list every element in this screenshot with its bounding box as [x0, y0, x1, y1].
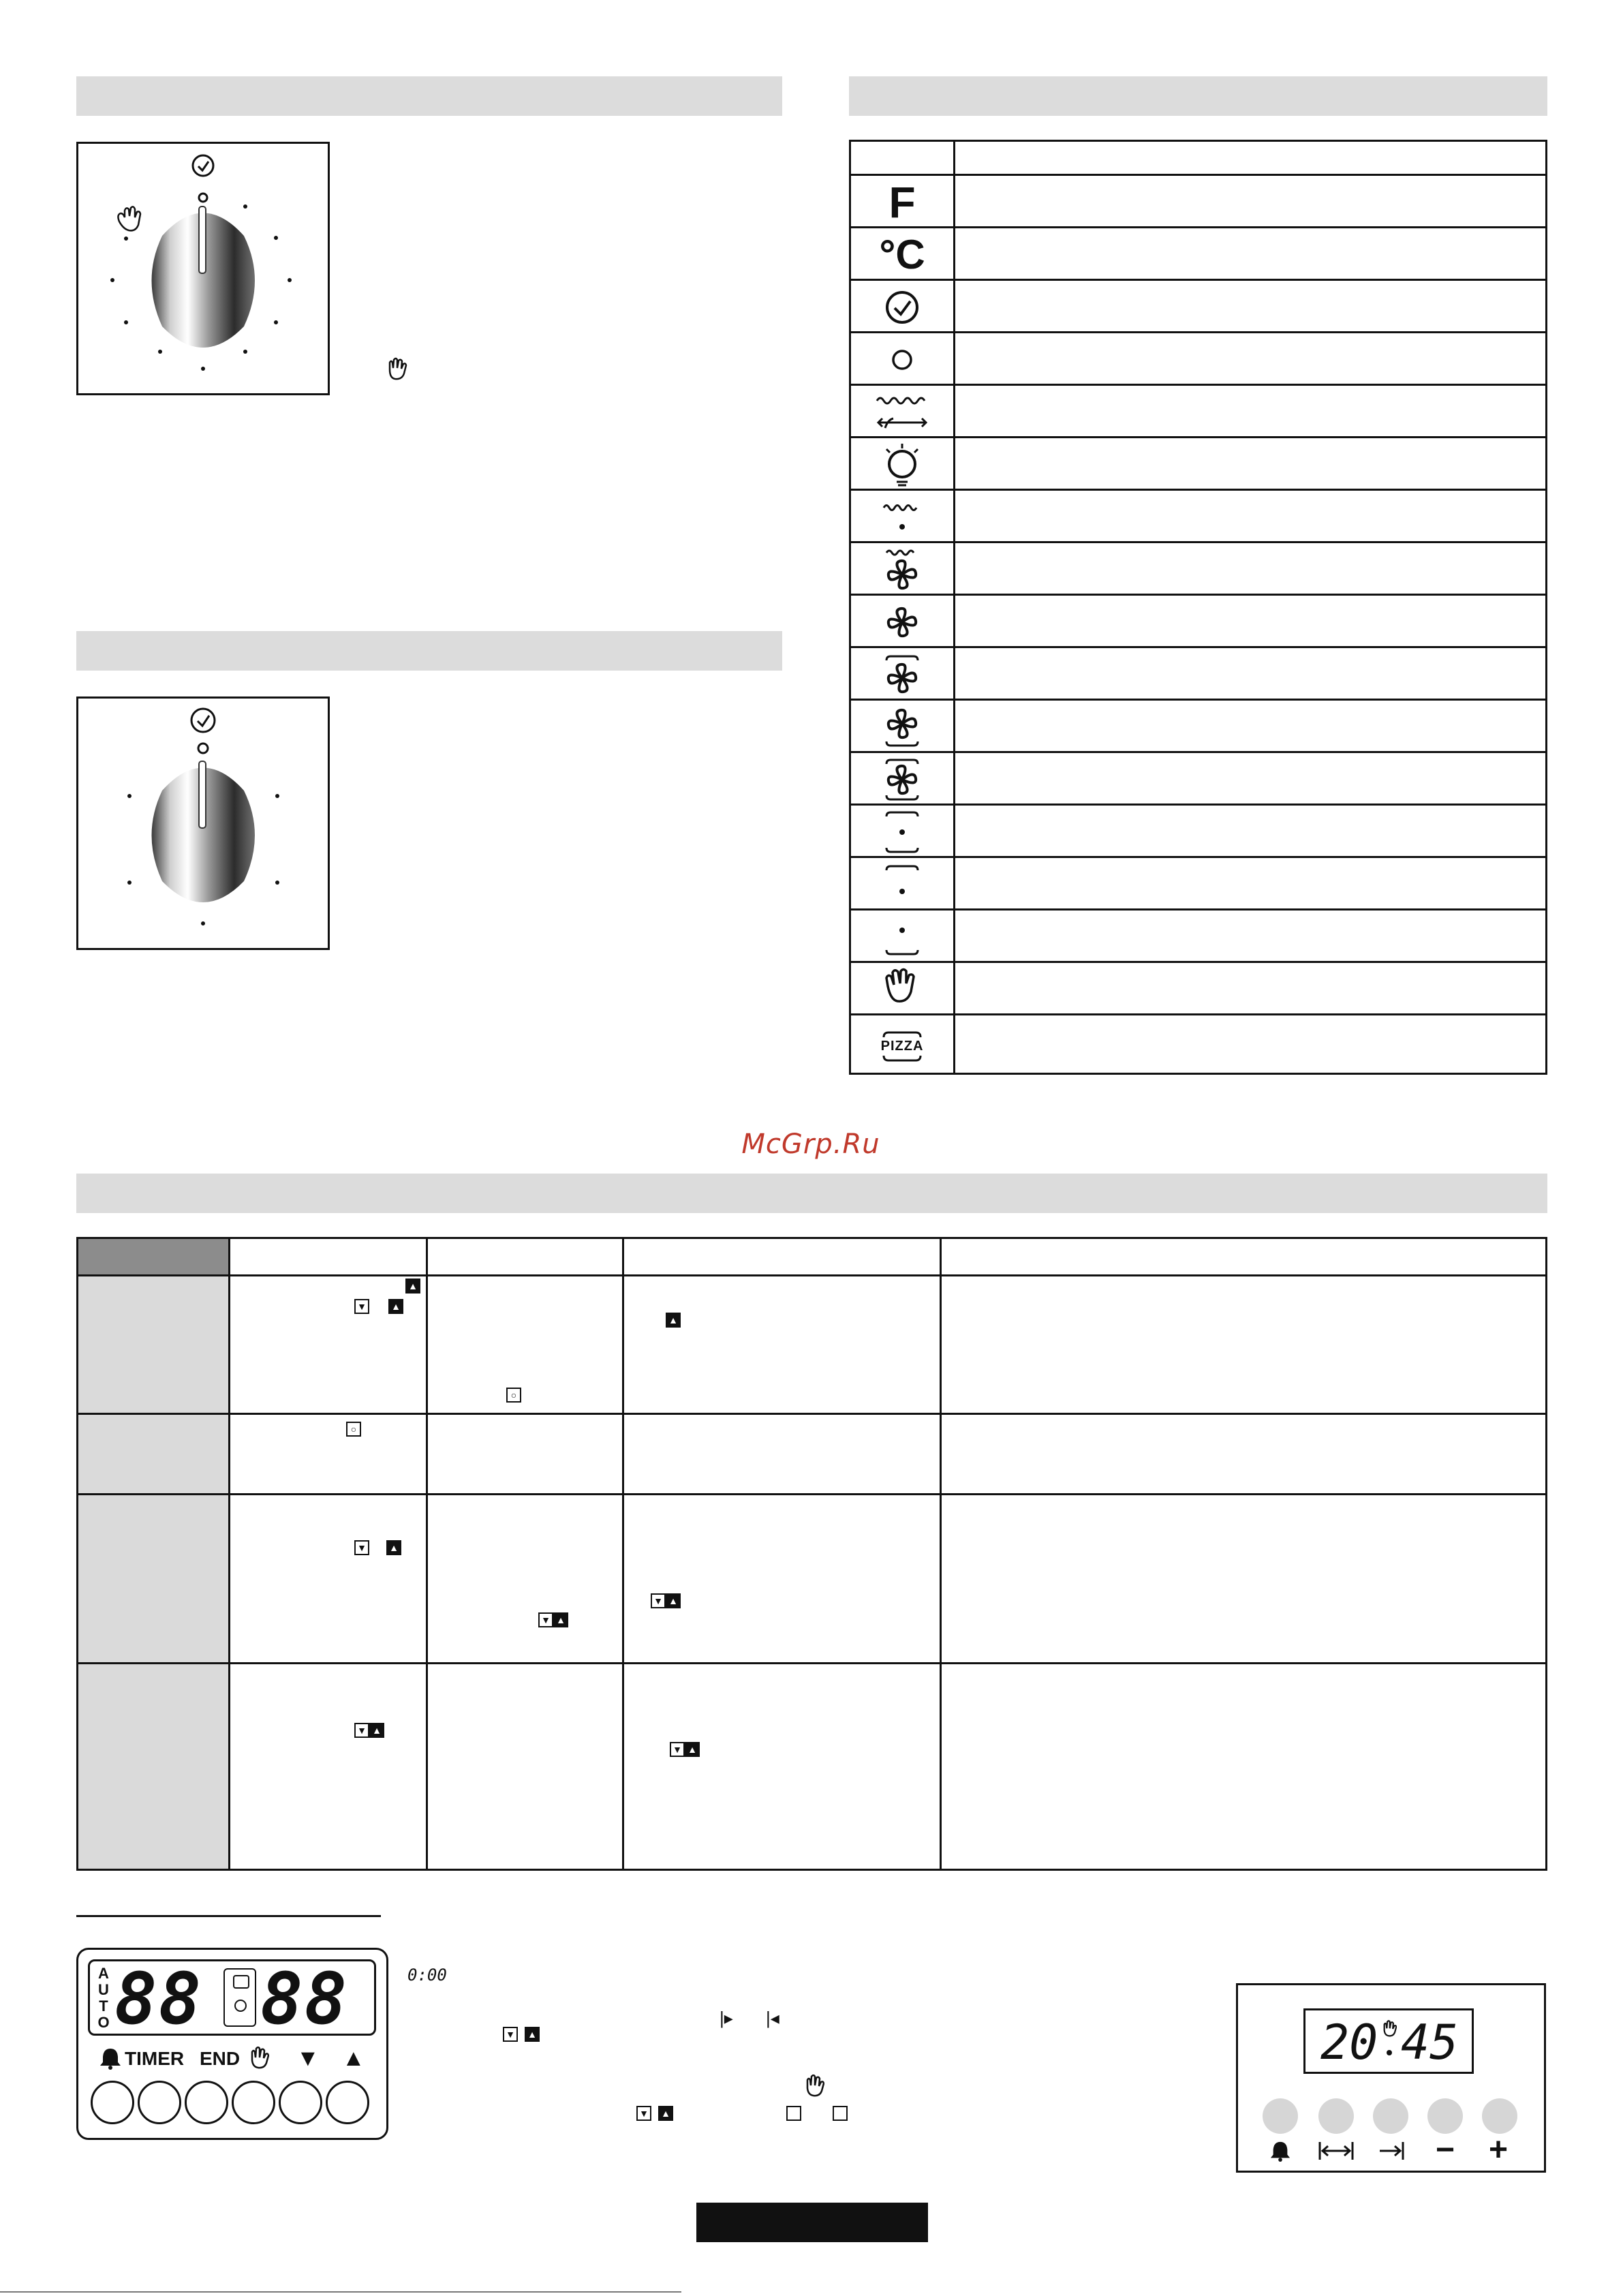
lamp-icon — [878, 441, 926, 489]
clock-icon — [193, 155, 213, 176]
symbol-row-fan-grill — [851, 541, 1545, 596]
symbol-row-top-heat — [851, 856, 1545, 910]
down-label: ▼ — [296, 2045, 320, 2071]
lcd-digits-left: 88 — [114, 1957, 203, 2040]
fan-bottom-icon — [878, 703, 926, 751]
top-bottom-heat-icon — [878, 808, 926, 856]
lcd-digits-right: 88 — [260, 1957, 349, 2040]
page-number-tab — [696, 2203, 928, 2242]
bottom-rule — [0, 2291, 681, 2293]
symbol-row-fan-top — [851, 646, 1545, 701]
defrost-hand-icon — [878, 966, 926, 1013]
col-line-4 — [940, 1239, 942, 1869]
lcd-dot-icon — [234, 2000, 247, 2012]
knob-drawing-2 — [78, 699, 328, 948]
up-key-icon-4: ▲ — [666, 1593, 681, 1608]
plus-label: + — [1489, 2132, 1509, 2168]
row-head-4 — [78, 1664, 228, 1869]
symbol-table — [849, 140, 1547, 1075]
symbol-row-fan — [851, 594, 1545, 648]
inline-hand-icon — [804, 2075, 824, 2098]
start-marker-icon: |▸ — [720, 2008, 733, 2028]
col-line-2 — [426, 1239, 428, 1869]
wide-grill-icon — [871, 388, 933, 436]
duration-icon — [1317, 2141, 1355, 2161]
section-header-bar-2 — [849, 76, 1547, 116]
row-head-1 — [78, 1276, 228, 1413]
lcd-colon-dot — [1387, 2050, 1392, 2055]
bell-key-icon-2: ▲ — [666, 1313, 681, 1328]
up-key-icon-6: ▲ — [685, 1742, 700, 1757]
timer-knob-figure-2 — [76, 697, 330, 950]
down-key-icon-6: ▼ — [670, 1742, 685, 1757]
off-marker — [198, 744, 208, 753]
header-corner-cell — [78, 1239, 228, 1274]
timer-panel-left — [76, 1948, 388, 2140]
hand-icon-inline — [384, 356, 412, 383]
symbol-row-fan-bottom — [851, 699, 1545, 753]
timer-button-2[interactable] — [138, 2081, 181, 2124]
programming-table-header — [78, 1239, 1545, 1276]
auto-letter-t: T — [99, 1997, 108, 2015]
right-button-1[interactable] — [1263, 2098, 1298, 2134]
hand-icon — [249, 2047, 269, 2070]
inline-down-key-1: ▼ — [503, 2027, 518, 2042]
right-button-2[interactable] — [1318, 2098, 1354, 2134]
end-time-icon — [1377, 2141, 1407, 2161]
minus-label: − — [1436, 2132, 1455, 2168]
clock-hours: 20 — [1320, 2015, 1378, 2070]
right-button-5[interactable] — [1482, 2098, 1517, 2134]
timer-panel-right — [1236, 1983, 1546, 2173]
timer-button-6[interactable] — [326, 2081, 369, 2124]
timer-button-5[interactable] — [279, 2081, 322, 2124]
fan-top-icon — [878, 651, 926, 699]
timer-lcd-frame — [88, 1957, 376, 2040]
up-key-icon-5: ▲ — [369, 1723, 384, 1738]
hand-key-icon-2: ○ — [346, 1422, 361, 1437]
pizza-top-bracket — [878, 1030, 926, 1037]
top-heat-icon — [878, 861, 926, 908]
hand-key-icon: ○ — [506, 1388, 521, 1403]
lcd-hand-icon — [1382, 2020, 1397, 2038]
symbol-row-clock — [851, 279, 1545, 333]
pizza-symbol: PIZZA — [880, 1038, 924, 1054]
clock-icon — [191, 709, 215, 732]
knob-pointer — [199, 206, 206, 273]
inline-up-key-1: ▲ — [525, 2027, 540, 2042]
down-key-icon-5: ▼ — [354, 1723, 369, 1738]
section-header-bar-3 — [76, 631, 782, 671]
symbol-row-fan-top-bottom — [851, 751, 1545, 806]
programming-table — [76, 1237, 1547, 1871]
off-marker — [199, 194, 207, 202]
timer-knob-figure-1 — [76, 142, 330, 395]
row-head-2 — [78, 1415, 228, 1493]
section-header-bar-1 — [76, 76, 782, 116]
down-key-icon: ▼ — [354, 1299, 369, 1314]
fan-top-bottom-icon — [878, 756, 926, 803]
bell-key-icon: ▲ — [405, 1279, 420, 1294]
bell-icon — [99, 2047, 122, 2070]
row-line-3 — [78, 1662, 1545, 1664]
celsius-symbol: °C — [879, 232, 925, 277]
up-key-icon-2: ▲ — [386, 1540, 401, 1555]
hand-icon — [118, 206, 140, 230]
row-head-3 — [78, 1495, 228, 1662]
down-key-icon-2: ▼ — [354, 1540, 369, 1555]
end-marker-icon: |◂ — [766, 2008, 779, 2028]
end-label: END — [200, 2048, 241, 2069]
off-circle-icon — [888, 346, 916, 373]
row-line-1 — [78, 1413, 1545, 1415]
col-line-1 — [228, 1239, 230, 1869]
inline-down-key-2: ▼ — [636, 2106, 651, 2121]
right-button-3[interactable] — [1373, 2098, 1408, 2134]
symbol-row-f — [851, 174, 1545, 228]
inline-empty-box-2 — [833, 2106, 848, 2121]
inline-empty-box-1 — [786, 2106, 801, 2121]
symbol-row-off — [851, 331, 1545, 386]
grill-icon — [878, 497, 926, 538]
symbol-row-grill — [851, 489, 1545, 543]
symbol-row-defrost — [851, 961, 1545, 1015]
pizza-bottom-bracket — [878, 1056, 926, 1062]
lcd-cook-icon — [233, 1975, 249, 1989]
f-symbol: F — [888, 177, 916, 227]
knob-pointer — [199, 761, 206, 828]
clock-lcd — [1303, 2008, 1474, 2074]
timer-button-1[interactable] — [91, 2081, 134, 2124]
fan-grill-icon — [878, 546, 926, 594]
bottom-heat-icon — [878, 913, 926, 961]
timer-labels-row — [99, 2045, 371, 2072]
auto-letter-u: U — [98, 1981, 109, 1998]
section-header-bar-4 — [76, 1174, 1547, 1213]
symbol-row-celsius — [851, 226, 1545, 281]
inline-display-reading: 0:00 — [407, 1965, 447, 1985]
row-line-2 — [78, 1493, 1545, 1495]
clock-icon — [882, 287, 923, 328]
fan-icon — [882, 602, 923, 643]
bell-icon — [1269, 2139, 1291, 2162]
down-key-icon-3: ▼ — [538, 1612, 553, 1627]
knob-drawing-1 — [78, 144, 328, 393]
timer-button-4[interactable] — [232, 2081, 275, 2124]
symbol-row-lamp — [851, 436, 1545, 491]
section-rule — [76, 1915, 381, 1917]
down-key-icon-4: ▼ — [651, 1593, 666, 1608]
symbol-row-top-bottom-heat — [851, 803, 1545, 858]
symbol-row-wide-grill — [851, 384, 1545, 438]
watermark: McGrp.Ru — [741, 1129, 880, 1160]
timer-label: TIMER — [125, 2048, 185, 2069]
auto-letter-o: O — [97, 2014, 110, 2031]
up-label: ▲ — [342, 2045, 365, 2071]
right-button-4[interactable] — [1427, 2098, 1463, 2134]
inline-up-key-2: ▲ — [658, 2106, 673, 2121]
clock-minutes: 45 — [1401, 2015, 1459, 2070]
symbol-row-pizza — [851, 1013, 1545, 1077]
auto-letter-a: A — [98, 1965, 109, 1982]
col-line-3 — [622, 1239, 624, 1869]
up-key-icon: ▲ — [388, 1299, 403, 1314]
up-key-icon-3: ▲ — [553, 1612, 568, 1627]
timer-button-3[interactable] — [185, 2081, 228, 2124]
auto-label — [95, 1965, 112, 2031]
symbol-row-bottom-heat — [851, 908, 1545, 963]
lcd-separator — [223, 1968, 256, 2027]
